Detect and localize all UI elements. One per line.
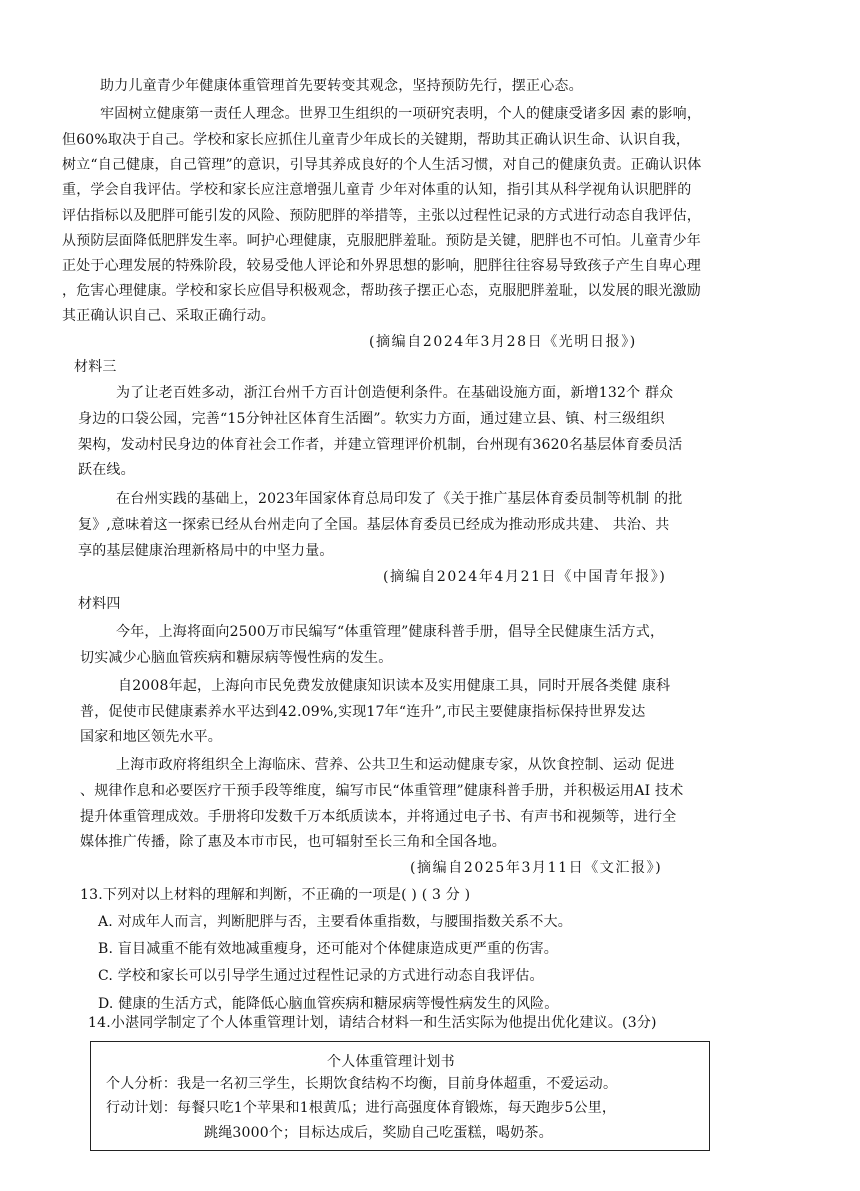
material3-line-3: 架构，发动村民身边的体育社会工作者，并建立管理评价机制，台州现有3620名基层体育委员活	[78, 437, 683, 453]
question-13-option-c: C. 学校和家长可以引导学生通过过程性记录的方式进行动态自我评估。	[98, 968, 544, 984]
material2-line-6: 评估指标以及肥胖可能引发的风险、预防肥胖的举措等，主张以过程性记录的方式进行动态自我评估，	[62, 208, 701, 224]
material3-line-1: 为了让老百姓多动，浙江台州千方百计创造便利条件。在基础设施方面，新增132个 群众	[116, 385, 674, 401]
question-13-stem: 13.下列对以上材料的理解和判断，不正确的一项是( ) ( 3 分 )	[80, 887, 471, 903]
material4-line-7: 、规律作息和必要医疗干预手段等维度，编写市民“体重管理”健康科普手册，并积极运用AI 技术	[80, 783, 684, 799]
material4-line-1: 今年，上海将面向2500万市民编写“体重管理”健康科普手册，倡导全民健康生活方式，	[116, 624, 665, 640]
material4-heading: 材料四	[78, 596, 121, 612]
material3-line-4: 跃在线。	[78, 462, 135, 478]
material2-line-7: 从预防层面降低肥胖发生率。呵护心理健康，克服肥胖羞耻。预防是关键，肥胖也不可怕。儿童青少年	[62, 233, 701, 249]
material4-line-9: 媒体推广传播，除了惠及本市市民，也可辐射至长三角和全国各地。	[80, 834, 506, 850]
material2-line-5: 重，学会自我评估。学校和家长应注意增强儿童青 少年对体重的认知，指引其从科学视角认识肥胖的	[62, 182, 692, 198]
material4-line-2: 切实减少心脑血管疾病和糖尿病等慢性病的发生。	[80, 650, 393, 666]
material2-source: (摘编自2024年3月28日《光明日报》)	[369, 334, 637, 350]
material2-line-8: 正处于心理发展的特殊阶段，较易受他人评论和外界思想的影响，肥胖往往容易导致孩子产生自卑心理	[62, 258, 701, 274]
material3-line-5: 在台州实践的基础上，2023年国家体育总局印发了《关于推广基层体育委员制等机制 的批	[116, 491, 683, 507]
material4-line-6: 上海市政府将组织全上海临床、营养、公共卫生和运动健康专家，从饮食控制、运动 促进	[116, 757, 675, 773]
plan-title: 个人体重管理计划书	[327, 1054, 455, 1070]
question-13-option-d: D. 健康的生活方式，能降低心脑血管疾病和糖尿病等慢性病发生的风险。	[98, 996, 559, 1012]
material4-line-5: 国家和地区领先水平。	[80, 729, 222, 745]
material4-line-3: 自2008年起，上海向市民免费发放健康知识读本及实用健康工具，同时开展各类健 康科	[118, 678, 671, 694]
material2-line-10: 其正确认识自己、采取正确行动。	[62, 308, 275, 324]
plan-action-line-2: 跳绳3000个；目标达成后，奖励自己吃蛋糕，喝奶茶。	[204, 1125, 553, 1141]
plan-action-line-1: 行动计划：每餐只吃1个苹果和1根黄瓜；进行高强度体育锻炼，每天跑步5公里，	[106, 1100, 617, 1116]
question-13-option-a: A. 对成年人而言，判断肥胖与否，主要看体重指数，与腰围指数关系不大。	[98, 914, 573, 930]
material3-source: (摘编自2024年4月21日《中国青年报》)	[383, 569, 667, 585]
material2-line-1: 助力儿童青少年健康体重管理首先要转变其观念，坚持预防先行，摆正心态。	[100, 78, 583, 94]
material2-line-2: 牢固树立健康第一责任人理念。世界卫生组织的一项研究表明，个人的健康受诸多因 素的影响，	[100, 106, 702, 122]
question-14-stem: 14.小湛同学制定了个人体重管理计划，请结合材料一和生活实际为他提出优化建议。(3分)	[88, 1015, 657, 1031]
material4-line-4: 普，促使市民健康素养水平达到42.09%,实现17年“连升”,市民主要健康指标保持世界发达	[80, 704, 646, 720]
material4-source: (摘编自2025年3月11日《文汇报》)	[410, 860, 663, 876]
material2-line-9: ，危害心理健康。学校和家长应倡导积极观念，帮助孩子摆正心态，克服肥胖羞耻，以发展的眼光激励	[62, 283, 701, 299]
material4-line-8: 提升体重管理成效。手册将印发数千万本纸质读本，并将通过电子书、有声书和视频等，进行全	[80, 809, 677, 825]
question-13-option-b: B. 盲目减重不能有效地减重瘦身，还可能对个体健康造成更严重的伤害。	[98, 941, 558, 957]
material3-line-2: 身边的口袋公园，完善“15分钟社区体育生活圈”。软实力方面，通过建立县、镇、村三级组织	[78, 411, 665, 427]
material2-line-3: 但60%取决于自己。学校和家长应抓住儿童青少年成长的关键期，帮助其正确认识生命、认识自我，	[62, 132, 691, 148]
material3-heading: 材料三	[74, 359, 117, 375]
material2-line-4: 树立“自己健康，自己管理”的意识，引导其养成良好的个人生活习惯，对自己的健康负责。正确认识体	[62, 157, 702, 173]
material3-line-7: 享的基层健康治理新格局中的中坚力量。	[78, 543, 334, 559]
material3-line-6: 复》,意味着这一探索已经从台州走向了全国。基层体育委员已经成为推动形成共建、 共治、共	[78, 517, 670, 533]
plan-analysis: 个人分析：我是一名初三学生，长期饮食结构不均衡，目前身体超重，不爱运动。	[106, 1076, 618, 1092]
